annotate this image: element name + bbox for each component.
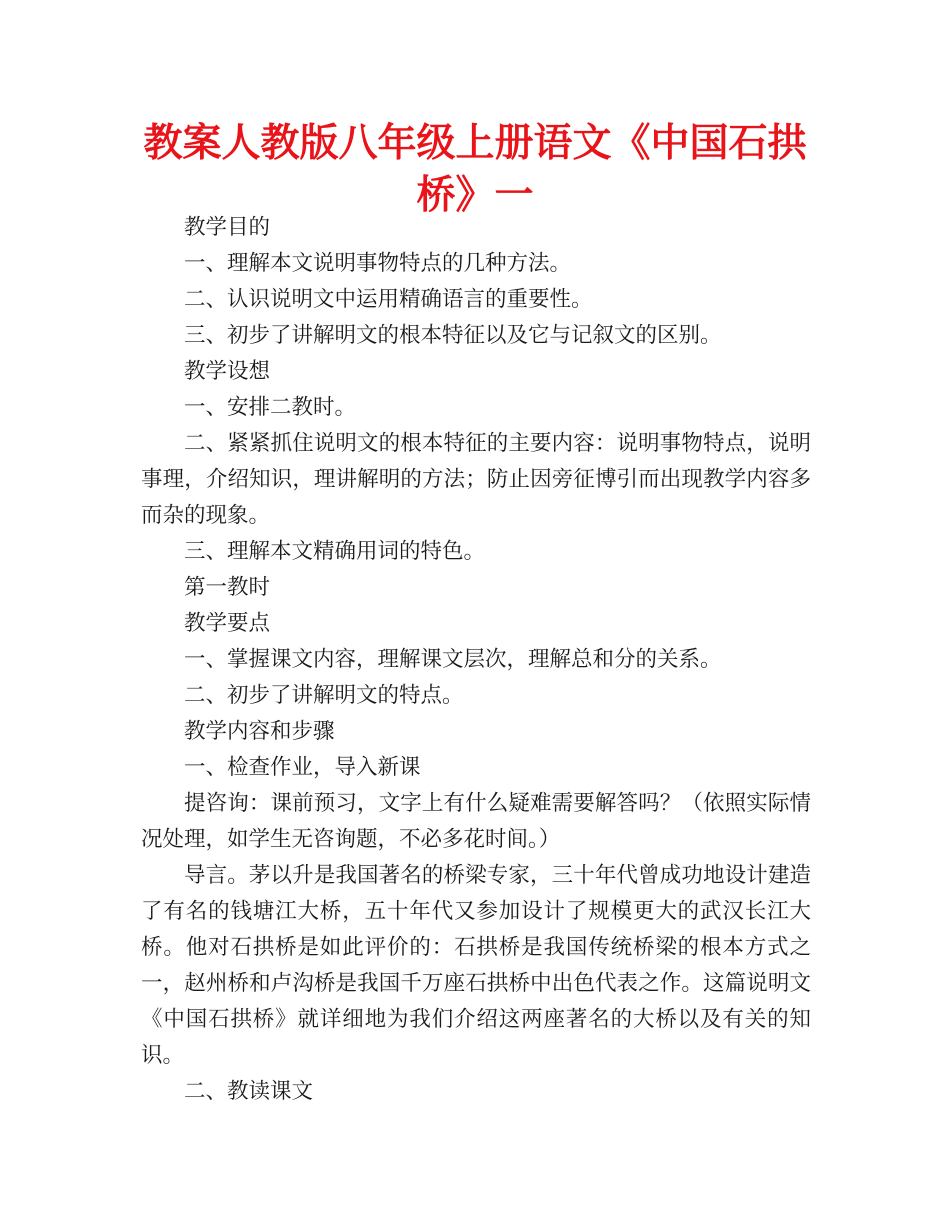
plan-item: 一、安排二教时。 [184,395,357,420]
title-line-2: 桥》一 [416,173,534,218]
step-heading: 一、检查作业，导入新课 [184,755,421,780]
title-line-1: 教案人教版八年级上册语文《中国石拱 [143,121,807,166]
plan-item: 三、理解本文精确用词的特色。 [184,539,486,564]
document-title [140,118,810,222]
body-paragraph: 提咨询：课前预习，文字上有什么疑难需要解答吗？（依照实际情况处理，如学生无咨询题，不必多花时间。） [141,791,811,852]
heading-first-lesson: 第一教时 [184,575,271,600]
objective-item: 三、初步了讲解明文的根本特征以及它与记叙文的区别。 [184,323,722,348]
document-body [141,210,811,1110]
heading-teaching-objectives: 教学目的 [184,215,271,240]
heading-teaching-plan: 教学设想 [184,359,271,384]
heading-content-steps: 教学内容和步骤 [184,719,335,744]
body-paragraph: 导言。茅以升是我国著名的桥梁专家，三十年代曾成功地设计建造了有名的钱塘江大桥，五十年代又参加设计了规模更大的武汉长江大桥。他对石拱桥是如此评价的：石拱桥是我国传统桥梁的根本方式之一，赵州桥和卢沟桥是我国千万座石拱桥中出色代表之作。这篇说明文《中国石拱桥》就详细地为我们介绍这两座著名的大桥以及有关的知识。 [141,863,811,1068]
plan-item: 二、紧紧抓住说明文的根本特征的主要内容：说明事物特点，说明事理，介绍知识，理讲解明的方法；防止因旁征博引而出现教学内容多而杂的现象。 [141,431,811,528]
key-point-item: 一、掌握课文内容，理解课文层次，理解总和分的关系。 [184,647,722,672]
objective-item: 一、理解本文说明事物特点的几种方法。 [184,251,572,276]
objective-item: 二、认识说明文中运用精确语言的重要性。 [184,287,593,312]
heading-key-points: 教学要点 [184,611,271,636]
key-point-item: 二、初步了讲解明文的特点。 [184,683,464,708]
step-heading: 二、教读课文 [184,1079,314,1104]
